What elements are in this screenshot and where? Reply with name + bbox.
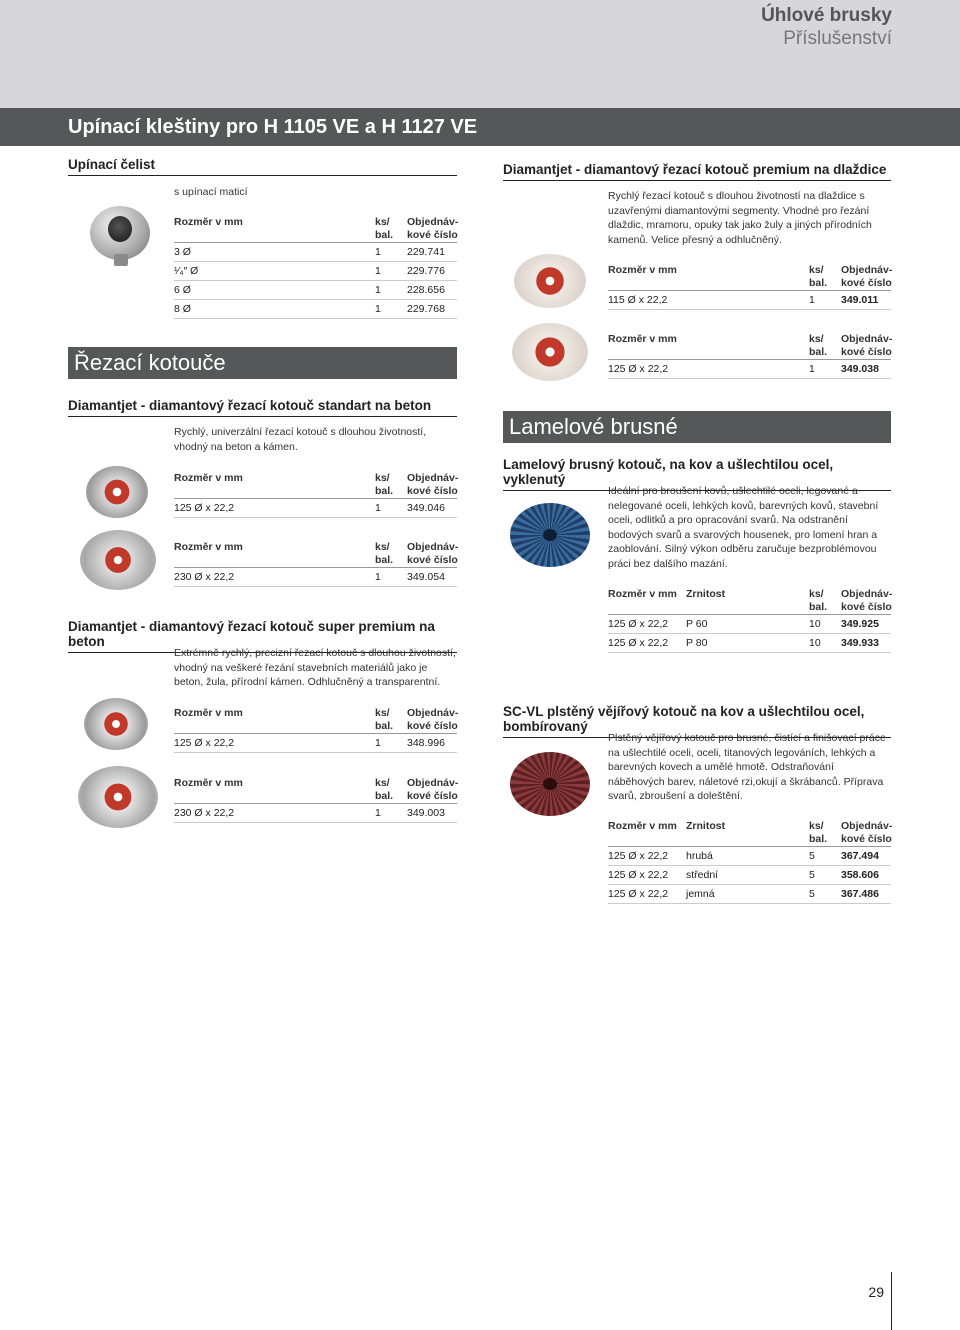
page-header bbox=[761, 4, 892, 50]
table-row: 230 Ø x 22,2 1 349.003 bbox=[174, 804, 457, 823]
table-header: Rozměr v mm Zrnitost ks/ bal. Objednáv- kové číslo bbox=[608, 588, 893, 613]
superpremium-disc-125-image bbox=[84, 698, 148, 750]
scvl-disc-hub bbox=[543, 778, 557, 790]
scvl-desc: Plstěný vějířový kotouč pro brusné, čistící a finišovací práce na ušlechtilé oceli, oceli, titanových legováních, lehkých a barevných kovech a umělé hmotě. Odstraňování náběhových barev, náletové rzi,okují a škrábanců. Příprava svarů, zbroušení a doleštění. bbox=[608, 732, 886, 802]
standard-table-2 bbox=[174, 541, 457, 587]
table-header: Rozměr v mm ks/ bal. Objednáv- kové číslo bbox=[608, 333, 893, 358]
table-header: Rozměr v mm ks/ bal. Objednáv- kové číslo bbox=[174, 472, 459, 497]
table-row: 125 Ø x 22,2 1 349.038 bbox=[608, 360, 891, 379]
table-row: 125 Ø x 22,2 jemná 5 367.486 bbox=[608, 885, 891, 904]
table-header: Rozměr v mm ks/ bal. Objednáv- kové číslo bbox=[174, 541, 459, 566]
tile-disc-115-image bbox=[514, 254, 586, 308]
col-size: Rozměr v mm bbox=[174, 216, 243, 228]
table-row: 125 Ø x 22,2 hrubá 5 367.494 bbox=[608, 847, 891, 866]
page-number: 29 bbox=[868, 1284, 884, 1300]
standard-disc-125-image bbox=[86, 466, 148, 518]
table-header: Rozměr v mm Zrnitost ks/ bal. Objednáv- kové číslo bbox=[608, 820, 893, 845]
table-row: 125 Ø x 22,2 střední 5 358.606 bbox=[608, 866, 891, 885]
scvl-title: SC-VL plstěný vějířový kotouč na kov a ušlechtilou ocel, bombírovaný bbox=[503, 704, 891, 738]
page-number-divider bbox=[891, 1272, 892, 1330]
table-row: 125 Ø x 22,2 1 349.046 bbox=[174, 499, 457, 518]
table-row: 115 Ø x 22,2 1 349.011 bbox=[608, 291, 891, 310]
superpremium-title: Diamantjet - diamantový řezací kotouč super premium na beton bbox=[68, 619, 457, 653]
chuck-title: Upínací čelist bbox=[68, 157, 457, 176]
chuck-image bbox=[86, 202, 158, 268]
scvl-table bbox=[608, 820, 891, 904]
superpremium-table-2 bbox=[174, 777, 457, 823]
col-order: Objednáv- kové číslo bbox=[407, 216, 459, 241]
tile-title: Diamantjet - diamantový řezací kotouč premium na dlaždice bbox=[503, 162, 891, 181]
flap-table bbox=[608, 588, 891, 653]
table-row: 125 Ø x 22,2 P 60 10 349.925 bbox=[608, 615, 891, 634]
table-row: 125 Ø x 22,2 1 348.996 bbox=[174, 734, 457, 753]
header-subtitle: Příslušenství bbox=[783, 28, 892, 49]
superpremium-disc-230-image bbox=[78, 766, 158, 828]
table-header: Rozměr v mm ks/ bal. Objednáv- kové číslo bbox=[608, 264, 893, 289]
table-row: 6 Ø 1 228.656 bbox=[174, 281, 457, 300]
lamellar-heading: Lamelové brusné bbox=[503, 411, 891, 443]
table-row: ¹⁄₄″ Ø 1 229.776 bbox=[174, 262, 457, 281]
tile-table-1 bbox=[608, 264, 891, 310]
tile-desc: Rychlý řezací kotouč s dlouhou životností na dlaždice s uzavřenými diamantovými segmenty. Vhodné pro řezání dlaždic, mramoru, opuky tak jako žuly a jiných přírodních kamenů. Velice přesný a odhlučněný. bbox=[608, 190, 872, 246]
table-header: Rozměr v mm ks/ bal. Objednáv- kové číslo bbox=[174, 707, 459, 732]
standard-desc: Rychlý, univerzální řezací kotouč s dlouhou životností, vhodný na beton a kámen. bbox=[174, 426, 427, 453]
cutting-heading: Řezací kotouče bbox=[68, 347, 457, 379]
standard-title: Diamantjet - diamantový řezací kotouč standart na beton bbox=[68, 398, 457, 417]
flap-disc-hub bbox=[543, 529, 557, 541]
standard-table-1 bbox=[174, 472, 457, 518]
col-qty: ks/ bal. bbox=[375, 216, 394, 241]
flap-title: Lamelový brusný kotouč, na kov a ušlechtilou ocel, vyklenutý bbox=[503, 457, 891, 491]
tile-table-2 bbox=[608, 333, 891, 379]
table-row: 230 Ø x 22,2 1 349.054 bbox=[174, 568, 457, 587]
tile-disc-125-image bbox=[512, 323, 588, 381]
table-header bbox=[174, 216, 457, 243]
table-row: 125 Ø x 22,2 P 80 10 349.933 bbox=[608, 634, 891, 653]
table-row: 8 Ø 1 229.768 bbox=[174, 300, 457, 319]
section-band-title: Upínací kleštiny pro H 1105 VE a H 1127 VE bbox=[68, 116, 478, 138]
flap-desc: Ideální pro broušení kovů, ušlechtilé oceli, legované a nelegované oceli, lehkých kovů, barevných kovů, stavební oceli, odlitků a pro opracování svarů. Na odstranění bodových svarů a svarových housenek, pro lomení hran a zaoblování. Silný výkon odběru zaručuje bezproblémovou práci bez dalšího mazání. bbox=[608, 485, 879, 570]
table-header: Rozměr v mm ks/ bal. Objednáv- kové číslo bbox=[174, 777, 459, 802]
table-row: 3 Ø 1 229.741 bbox=[174, 243, 457, 262]
section-band bbox=[0, 108, 960, 146]
header-title: Úhlové brusky bbox=[761, 5, 892, 26]
chuck-table bbox=[174, 216, 457, 319]
chuck-note: s upínací maticí bbox=[174, 186, 248, 198]
superpremium-table-1 bbox=[174, 707, 457, 753]
standard-disc-230-image bbox=[80, 530, 156, 590]
superpremium-desc: Extrémně rychlý, precizní řezací kotouč s dlouhou životností, vhodný na veškeré řezání stavebních materiálů jako je beton, žula, přírodní kámen. Odhlučněný a transparentní. bbox=[174, 647, 456, 688]
